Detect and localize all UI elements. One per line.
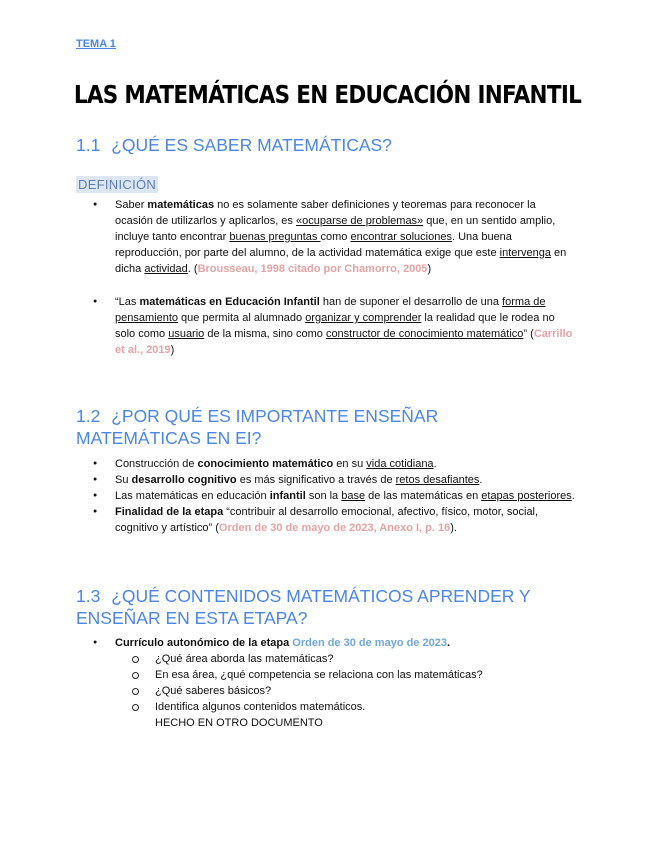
list-item xyxy=(76,197,576,277)
underlined-term: «ocuparse de problemas» xyxy=(295,215,424,227)
bold-term: desarrollo cognitivo xyxy=(131,474,237,486)
section-number: 1.2 xyxy=(76,406,101,426)
underlined-term: constructor de conocimiento matemático xyxy=(325,328,524,340)
text: ” ( xyxy=(523,328,534,340)
citation: Orden de 30 de mayo de 2023 xyxy=(292,637,447,649)
text: como xyxy=(320,231,351,243)
text: . xyxy=(433,458,437,470)
text: no es solamente saber definiciones y teoremas para reconocer la ocasión de utilizarlos y aplicarlos, es xyxy=(115,199,536,227)
list-item xyxy=(76,456,576,472)
underlined-term: retos desafiantes xyxy=(395,474,480,486)
section-number: 1.3 xyxy=(76,586,101,606)
bold-term: matemáticas en Educación Infantil xyxy=(139,296,320,308)
text: que, en un sentido amplio, incluye tanto encontrar xyxy=(115,215,556,243)
text: han de suponer el desarrollo de una xyxy=(319,296,503,308)
text: son la xyxy=(305,490,342,502)
section-title: ¿QUÉ CONTENIDOS MATEMÁTICOS APRENDER Y ENSEÑAR EN ESTA ETAPA? xyxy=(76,586,531,628)
list-item xyxy=(76,488,576,504)
citation: Carrillo et al., 2019 xyxy=(115,328,573,356)
list-item xyxy=(76,294,576,358)
section-title: ¿POR QUÉ ES IMPORTANTE ENSEÑAR MATEMÁTICAS EN EI? xyxy=(76,406,439,448)
underlined-term: vida cotidiana xyxy=(366,458,434,470)
underlined-term: usuario xyxy=(168,328,205,340)
underlined-term: forma de pensamiento xyxy=(115,296,546,324)
underlined-term: intervenga xyxy=(499,247,551,259)
text: Construcción de xyxy=(115,458,198,470)
sub-list xyxy=(115,651,576,731)
section-1-3-heading xyxy=(76,585,566,629)
text: . Una buena reproducción, por parte del alumno, de la actividad matemática exige que este xyxy=(115,231,512,259)
sub-list-item: ¿Qué área aborda las matemáticas? xyxy=(115,651,576,667)
text: la realidad que le rodea no solo como xyxy=(115,312,555,340)
text: en su xyxy=(333,458,367,470)
importance-list xyxy=(76,456,576,536)
list-item xyxy=(76,635,576,731)
sub-list-item: En esa área, ¿qué competencia se relaciona con las matemáticas? xyxy=(115,667,576,683)
definition-list xyxy=(76,197,576,358)
bold-term: matemáticas xyxy=(147,199,215,211)
definition-label: DEFINICIÓN xyxy=(78,177,157,192)
text: ) xyxy=(427,263,432,275)
text: Su xyxy=(115,474,132,486)
underlined-term: etapas posteriores xyxy=(481,490,572,502)
text: en dicha xyxy=(115,247,567,275)
underlined-term: actividad xyxy=(144,263,188,275)
list-item xyxy=(76,472,576,488)
text: ) xyxy=(170,344,175,356)
text: Saber xyxy=(115,199,148,211)
bold-term: Finalidad de la etapa xyxy=(115,506,224,518)
text: ). xyxy=(450,522,457,534)
citation: Brousseau, 1998 citado por Chamorro, 2005 xyxy=(197,263,428,275)
bold-term: Currículo autonómico de la etapa xyxy=(115,637,290,649)
underlined-term: buenas preguntas xyxy=(229,231,321,243)
section-number: 1.1 xyxy=(76,135,101,155)
text: es más significativo a través de xyxy=(236,474,396,486)
citation: Orden de 30 de mayo de 2023, Anexo I, p. 16 xyxy=(218,522,451,534)
text: . xyxy=(571,490,575,502)
list-item xyxy=(76,504,576,536)
text: “contribuir al desarrollo emocional, afectivo, físico, motor, social, cognitivo y artístico” ( xyxy=(115,506,539,534)
text: de las matemáticas en xyxy=(365,490,482,502)
contents-list xyxy=(76,635,576,731)
text: que permita al alumnado xyxy=(178,312,306,324)
section-1-1-heading xyxy=(76,134,566,156)
text: Las matemáticas en educación xyxy=(115,490,270,502)
sub-list-text: Identifica algunos contenidos matemáticos. xyxy=(155,701,366,713)
text: . xyxy=(479,474,483,486)
text: “Las xyxy=(115,296,140,308)
sub-list-item: ¿Qué saberes básicos? xyxy=(115,683,576,699)
text: . xyxy=(446,637,451,649)
page-title: LAS MATEMÁTICAS EN EDUCACIÓN INFANTIL xyxy=(73,80,582,109)
underlined-term: organizar y comprender xyxy=(305,312,422,324)
bold-term: conocimiento matemático xyxy=(197,458,334,470)
sub-list-item xyxy=(115,699,576,731)
underlined-term: encontrar soluciones xyxy=(350,231,452,243)
tema-link[interactable]: TEMA 1 xyxy=(76,38,116,50)
text: de la misma, sino como xyxy=(204,328,326,340)
section-1-2-heading xyxy=(76,405,566,449)
note-text: HECHO EN OTRO DOCUMENTO xyxy=(155,717,323,729)
text: . ( xyxy=(187,263,198,275)
underlined-term: base xyxy=(341,490,366,502)
bold-term: infantil xyxy=(269,490,306,502)
section-title: ¿QUÉ ES SABER MATEMÁTICAS? xyxy=(111,135,392,155)
